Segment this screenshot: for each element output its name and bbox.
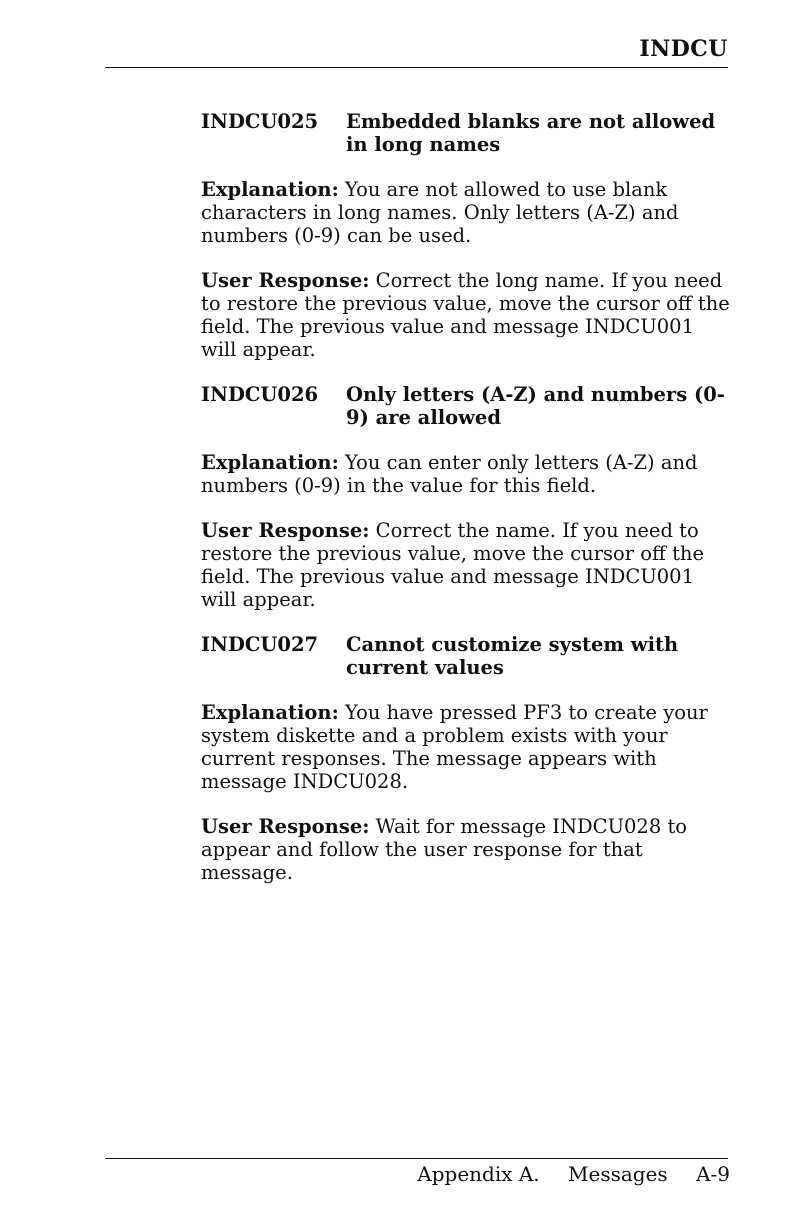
message-heading: [201, 383, 731, 429]
message-entry: [201, 383, 731, 611]
footer-section: Appendix A.: [417, 1162, 540, 1186]
message-title: Only letters (A-Z) and numbers (0-9) are allowed: [346, 383, 725, 429]
explanation-text: You are not allowed to use blank characters in long names. Only letters (A-Z) and numbers (0-9) can be used.: [201, 178, 679, 247]
user-response-label: User Response:: [201, 519, 370, 542]
user-response-label: User Response:: [201, 815, 370, 838]
page-footer: [417, 1162, 730, 1186]
page-number: A-9: [696, 1162, 730, 1186]
explanation-paragraph: [201, 701, 731, 793]
user-response-paragraph: [201, 519, 731, 611]
message-id: INDCU027: [201, 633, 319, 656]
page-header-title: INDCU: [639, 36, 728, 62]
user-response-text: Wait for message INDCU028 to appear and follow the user response for that message.: [201, 815, 688, 884]
explanation-label: Explanation:: [201, 178, 339, 201]
user-response-text: Correct the long name. If you need to restore the previous value, move the cursor off the field. The previous value and message INDCU001 will appear.: [201, 269, 730, 361]
message-entry: [201, 110, 731, 361]
message-heading: [201, 110, 731, 156]
explanation-label: Explanation:: [201, 701, 339, 724]
message-heading: [201, 633, 731, 679]
message-list: [201, 110, 731, 884]
message-title: Cannot customize system with current values: [346, 633, 679, 679]
footer-rule: [105, 1158, 728, 1159]
message-title: Embedded blanks are not allowed in long names: [346, 110, 716, 156]
explanation-paragraph: [201, 178, 731, 247]
user-response-label: User Response:: [201, 269, 370, 292]
user-response-text: Correct the name. If you need to restore the previous value, move the cursor off the field. The previous value and message INDCU001 will appear.: [201, 519, 705, 611]
user-response-paragraph: [201, 815, 731, 884]
user-response-paragraph: [201, 269, 731, 361]
message-id: INDCU025: [201, 110, 319, 133]
message-id: INDCU026: [201, 383, 319, 406]
explanation-text: You can enter only letters (A-Z) and numbers (0-9) in the value for this field.: [201, 451, 698, 497]
explanation-text: You have pressed PF3 to create your system diskette and a problem exists with your current responses. The message appears with message INDCU028.: [201, 701, 708, 793]
explanation-label: Explanation:: [201, 451, 339, 474]
message-entry: [201, 633, 731, 884]
explanation-paragraph: [201, 451, 731, 497]
header-rule: [105, 67, 728, 68]
footer-chapter: Messages: [568, 1162, 668, 1186]
